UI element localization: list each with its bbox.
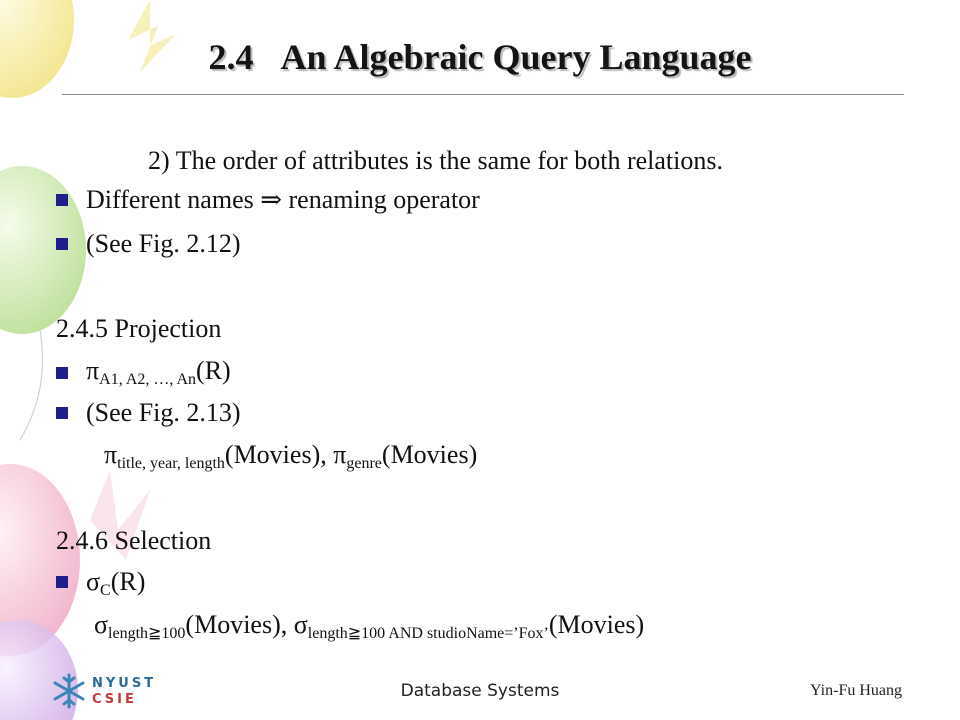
projection-example [104, 442, 477, 472]
heading-projection: 2.4.5 Projection [56, 314, 222, 343]
bullet-renaming: Different names ⇒ renaming operator [86, 185, 480, 214]
logo-line-csie: CSIE [92, 692, 137, 707]
bullet-square-icon [56, 194, 68, 206]
projection-example-argument-genre: (Movies) [381, 440, 478, 469]
logo-line-nyust: NYUST [92, 676, 157, 691]
text-line-attribute-order: 2) The order of attributes is the same for both relations. [148, 146, 723, 175]
bullet-square-icon [56, 367, 68, 379]
projection-example-subscript-genre: genre [346, 455, 382, 472]
sigma-symbol: σ [94, 610, 109, 639]
selection-example-subscript-fox: length≧100 AND studioName=’Fox’ [307, 625, 549, 642]
pi-symbol: π [104, 440, 118, 469]
selection-subscript: C [100, 582, 111, 599]
bullet-see-fig-212: (See Fig. 2.12) [86, 229, 241, 258]
bullet-square-icon [56, 238, 68, 250]
selection-argument: (R) [110, 567, 146, 596]
pi-symbol: π [86, 356, 100, 385]
selection-example-argument-fox: (Movies) [548, 610, 645, 639]
footer-author: Yin-Fu Huang [810, 682, 902, 699]
green-balloon [0, 166, 86, 334]
projection-subscript: A1, A2, …, An [99, 371, 197, 388]
projection-example-subscript: title, year, length [117, 455, 225, 472]
projection-example-argument: (Movies), [224, 440, 334, 469]
projection-argument: (R) [196, 356, 231, 385]
selection-example [94, 612, 644, 642]
slide-title: 2.4 An Algebraic Query Language [208, 37, 752, 77]
heading-selection: 2.4.6 Selection [56, 526, 212, 555]
bullet-see-fig-213: (See Fig. 2.13) [86, 398, 241, 427]
pi-symbol: π [333, 440, 347, 469]
title-divider [62, 94, 904, 95]
bullet-square-icon [56, 407, 68, 419]
selection-example-argument: (Movies), [185, 610, 294, 639]
footer-course-name: Database Systems [400, 681, 560, 701]
bullet-square-icon [56, 576, 68, 588]
sigma-symbol: σ [86, 567, 101, 596]
projection-formula [86, 358, 231, 388]
selection-example-subscript: length≧100 [108, 625, 186, 642]
sigma-symbol: σ [293, 610, 308, 639]
selection-formula [86, 569, 145, 599]
